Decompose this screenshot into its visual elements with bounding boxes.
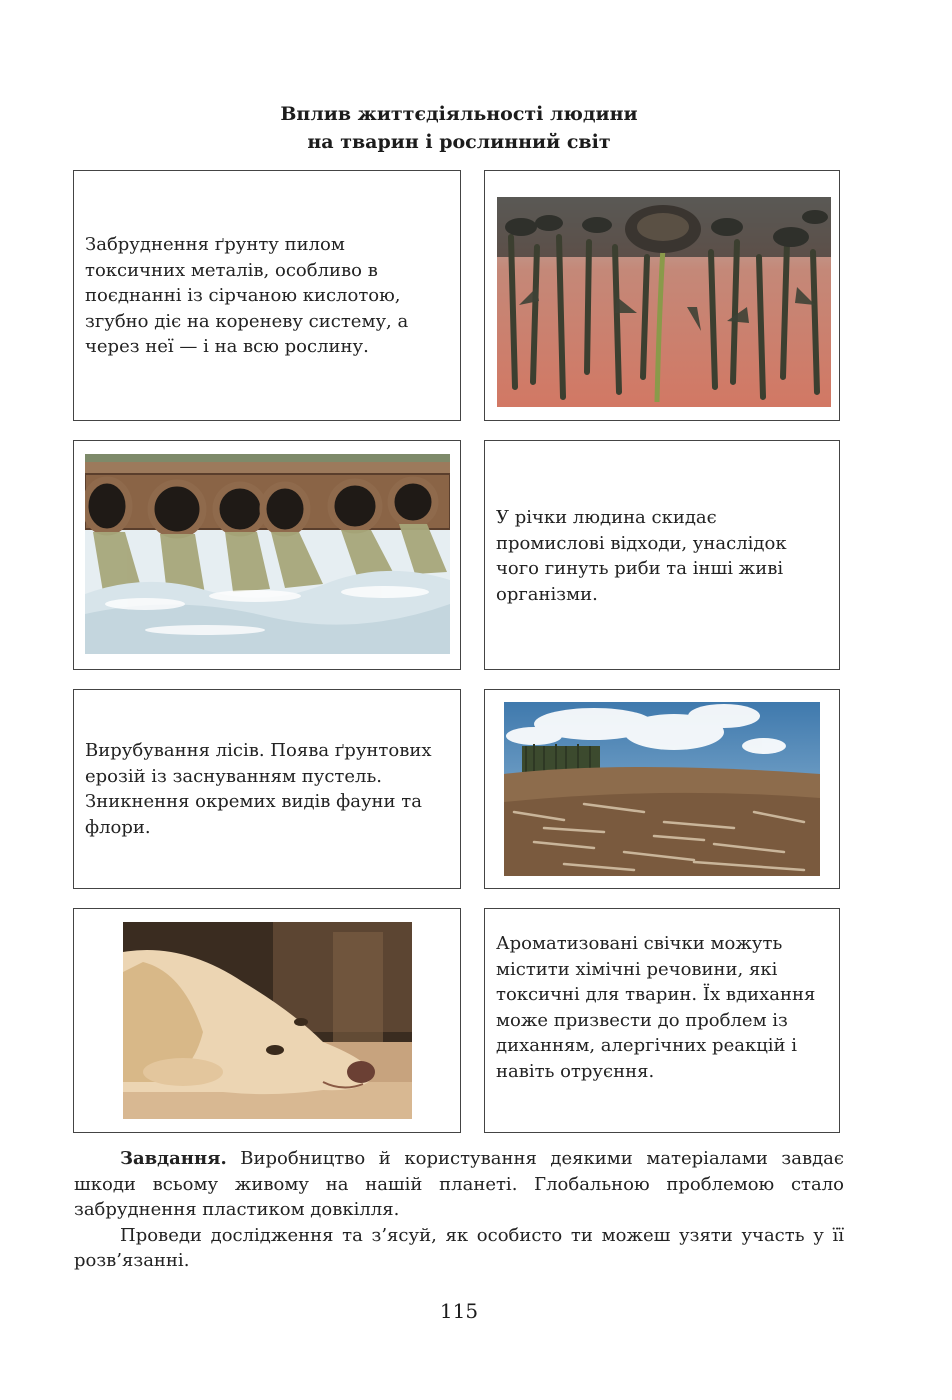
card-candles-text [484,908,840,1133]
dead-sunflowers-photo [497,197,831,407]
card-pipes-photo [73,440,461,670]
task-text: Виробництво й користування деякими матеріалами завдає шкоди всьому живому на нашій планеті. Глобальною проблемою стало забруднення пластиком довкілля. [74,1148,844,1220]
rivers-pollution-text: У річки людина скидає промислові відходи, унаслідок чого гинуть риби та інші живі організми. [496,507,787,605]
card-sunflowers-photo [484,170,840,421]
task-paragraph-1 [74,1146,844,1223]
card-soil-text [73,170,461,421]
dog-lying-photo [123,922,412,1119]
candles-text: Ароматизовані свічки можуть містити хімічні речовини, які токсичні для тварин. Їх вдихання може призвести до проблем із диханням, алергічних реакцій і навіть отруєння. [496,933,816,1082]
task-paragraph-2: Проведи дослідження та з’ясуй, як особисто ти можеш узяти участь у її розв’язанні. [74,1224,844,1271]
task-section [74,1146,844,1274]
page-title [0,100,918,156]
deforestation-text: Вирубування лісів. Поява ґрунтових ерозій із заснуванням пустель. Зникнення окремих видів фауни та флори. [85,740,432,838]
title-line-2: на тварин і рослинний світ [307,131,611,153]
discharge-pipes-photo [85,454,450,654]
card-forest-text [73,689,461,889]
page-number: 115 [439,1299,479,1323]
title-line-1: Вплив життєдіяльності людини [280,103,638,125]
card-dog-photo [73,908,461,1133]
card-deforestation-photo [484,689,840,889]
task-label: Завдання. [120,1148,227,1169]
soil-pollution-text: Забруднення ґрунту пилом токсичних металів, особливо в поєднанні із сірчаною кислотою, згубно діє на кореневу систему, а через неї — і на всю рослину. [85,234,409,357]
deforested-field-photo [504,702,820,876]
card-rivers-text [484,440,840,670]
